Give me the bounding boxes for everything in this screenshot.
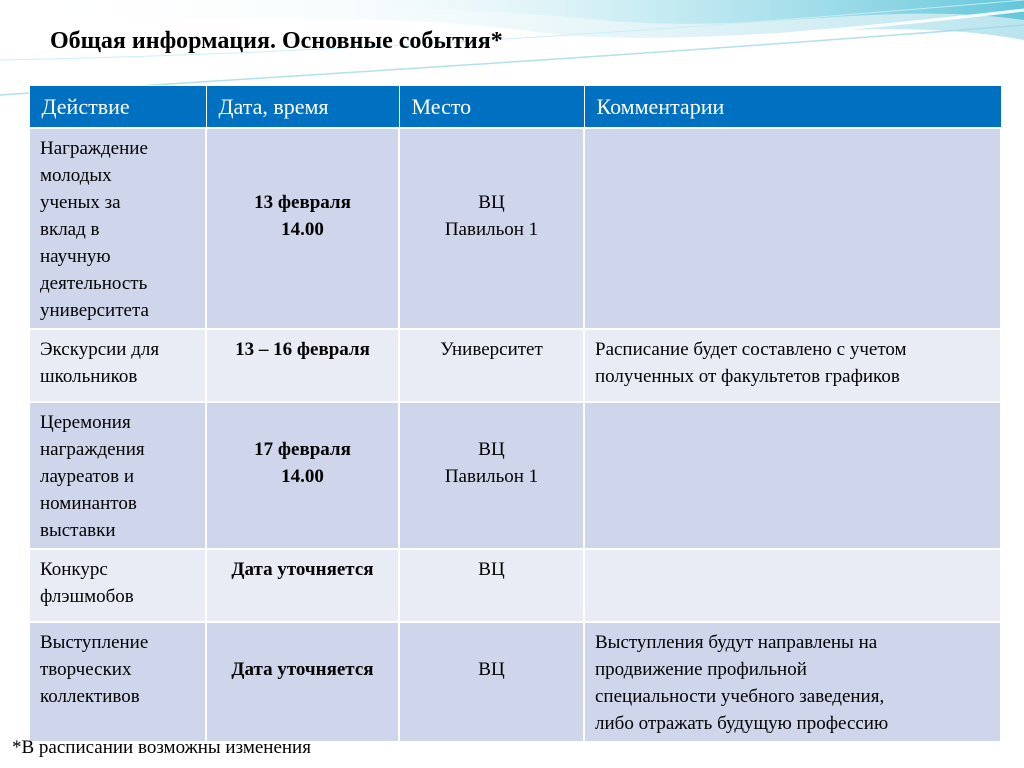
table-row	[29, 622, 1001, 742]
footnote: *В расписании возможны изменения	[12, 737, 311, 758]
cell-action: Конкурс флэшмобов	[29, 549, 206, 622]
cell-date: Дата уточняется	[206, 549, 399, 622]
cell-place: ВЦ Павильон 1	[399, 402, 584, 549]
cell-place: ВЦ Павильон 1	[399, 128, 584, 329]
page-title: Общая информация. Основные события*	[50, 28, 503, 54]
table-header-row	[29, 86, 1001, 129]
cell-date: 13 февраля 14.00	[206, 128, 399, 329]
cell-action: Выступление творческих коллективов	[29, 622, 206, 742]
cell-comment	[584, 128, 1001, 329]
cell-comment: Расписание будет составлено с учетом полученных от факультетов графиков	[584, 329, 1001, 402]
column-header-date: Дата, время	[206, 86, 399, 129]
cell-action: Церемония награждения лауреатов и номинантов выставки	[29, 402, 206, 549]
cell-place: ВЦ	[399, 622, 584, 742]
cell-place: ВЦ	[399, 549, 584, 622]
cell-date: Дата уточняется	[206, 622, 399, 742]
column-header-place: Место	[399, 86, 584, 129]
cell-comment	[584, 549, 1001, 622]
cell-action: Награждение молодых ученых за вклад в научную деятельность университета	[29, 128, 206, 329]
cell-date: 13 – 16 февраля	[206, 329, 399, 402]
cell-comment: Выступления будут направлены на продвижение профильной специальности учебного заведения, либо отражать будущую профессию	[584, 622, 1001, 742]
events-table	[28, 85, 1002, 743]
table-row	[29, 329, 1001, 402]
table-row	[29, 128, 1001, 329]
table-row	[29, 549, 1001, 622]
cell-place: Университет	[399, 329, 584, 402]
column-header-action: Действие	[29, 86, 206, 129]
cell-comment	[584, 402, 1001, 549]
column-header-comments: Комментарии	[584, 86, 1001, 129]
cell-action: Экскурсии для школьников	[29, 329, 206, 402]
cell-date: 17 февраля 14.00	[206, 402, 399, 549]
table-row	[29, 402, 1001, 549]
